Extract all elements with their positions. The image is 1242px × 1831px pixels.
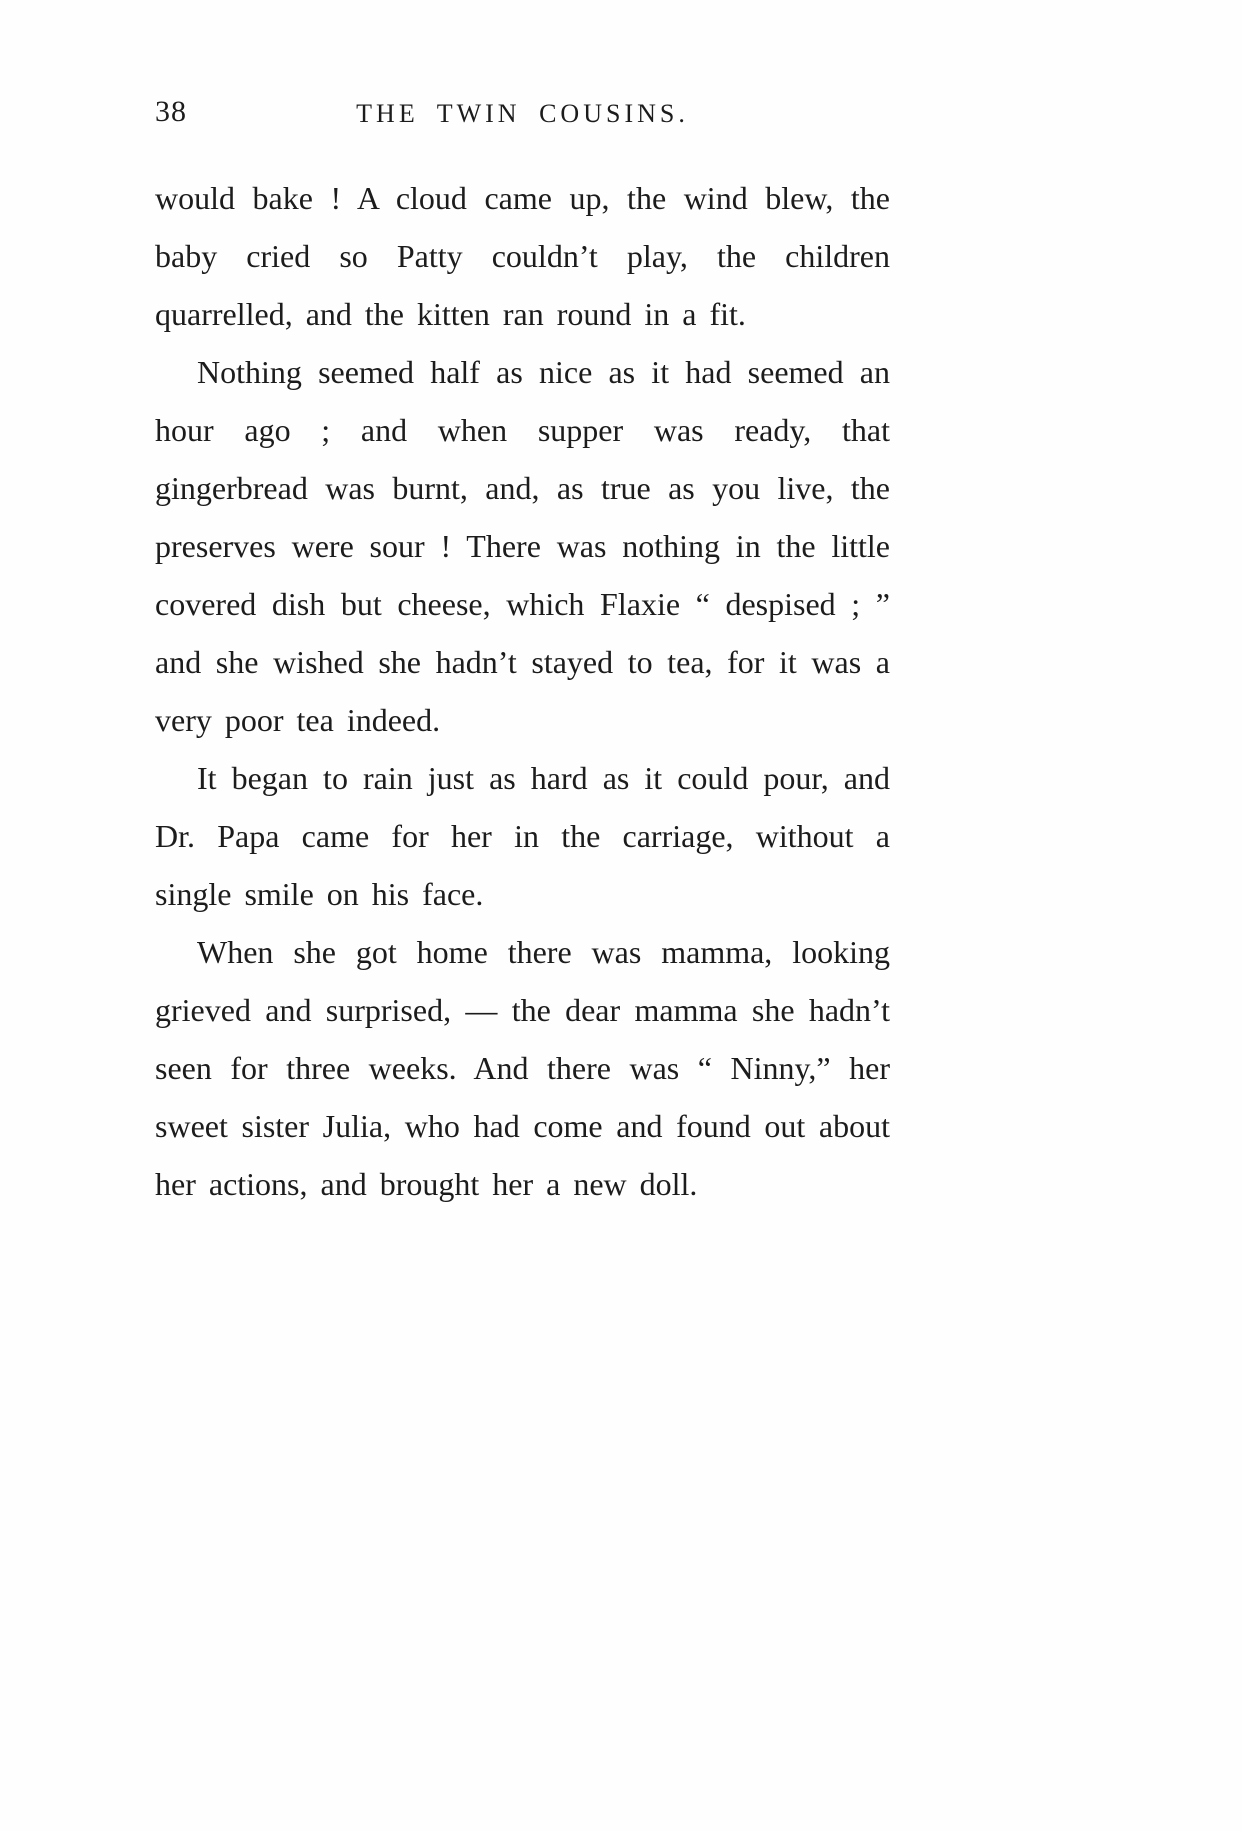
paragraph: Nothing seemed half as nice as it had seemed an hour ago ; and when supper was ready, that gingerbread was burnt, and, as true as you live, the preserves were sour ! There was nothing in the little covered dish but cheese, which Flaxie “ despised ; ” and she wished she hadn’t stayed to tea, for it was a very poor tea indeed. [155,354,890,738]
paragraph: It began to rain just as hard as it could pour, and Dr. Papa came for her in the carriage, without a single smile on his face. [155,760,890,912]
body-text [155,169,890,1213]
running-head [155,95,890,151]
page-number: 38 [155,95,187,128]
text-column [155,95,890,1213]
running-header-title: THE TWIN COUSINS. [356,99,689,128]
paragraph: When she got home there was mamma, looking grieved and surprised, — the dear mamma she hadn’t seen for three weeks. And there was “ Ninny,” her sweet sister Julia, who had come and found out about her actions, and brought her a new doll. [155,934,890,1202]
paragraph-continuation: would bake ! A cloud came up, the wind blew, the baby cried so Patty couldn’t play, the children quarrelled, and the kitten ran round in a fit. [155,180,890,332]
